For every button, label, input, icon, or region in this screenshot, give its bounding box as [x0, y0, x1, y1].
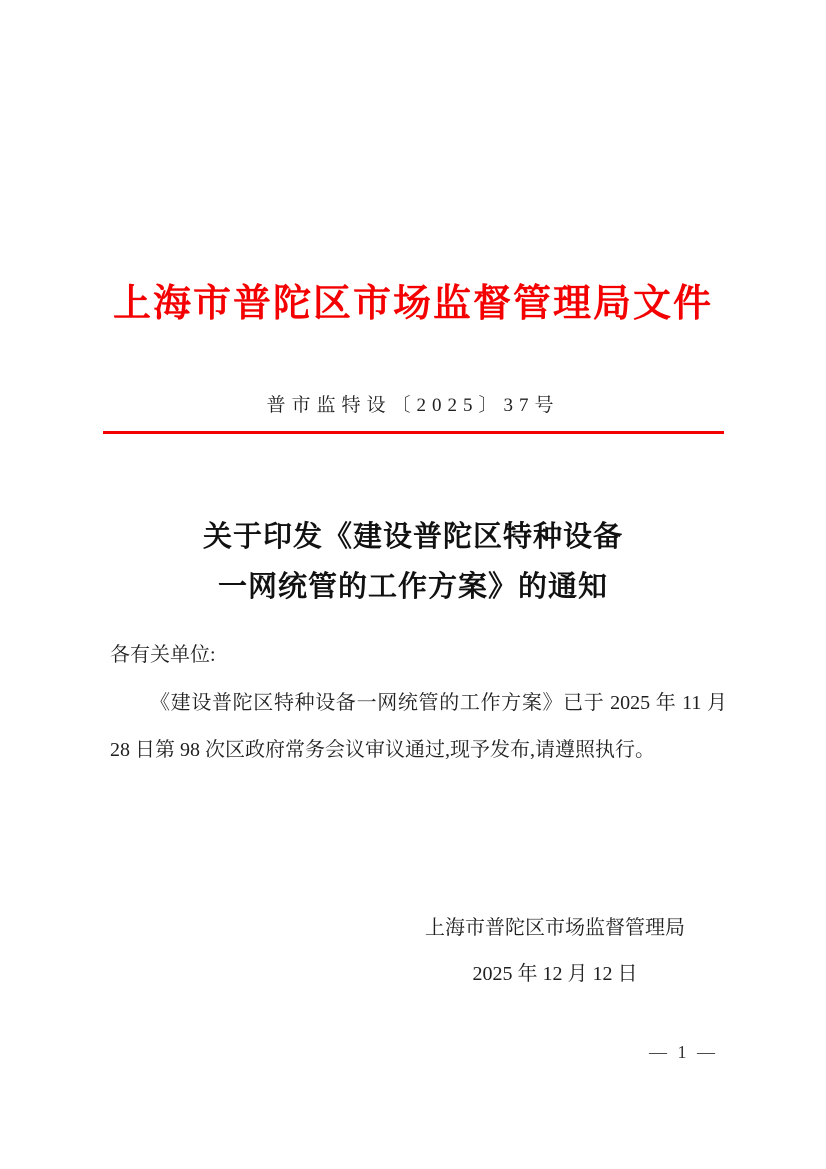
notice-title-line-2: 一网统管的工作方案》的通知	[217, 571, 608, 603]
document-header-title: 上海市普陀区市场监督管理局文件	[112, 283, 713, 325]
body-paragraph: 《建设普陀区特种设备一网统管的工作方案》已于 2025 年 11 月 28 日第 98 次区政府常务会议审议通过,现予发布,请遵照执行。	[110, 691, 727, 761]
document-number: 普市监特设〔2025〕37号	[266, 395, 560, 416]
red-divider-rule	[103, 431, 724, 434]
salutation: 各有关单位:	[110, 644, 216, 666]
signature-block	[405, 905, 705, 997]
notice-title-line-1: 关于印发《建设普陀区特种设备	[202, 521, 623, 553]
page-number: — 1 —	[649, 1042, 718, 1062]
notice-title	[0, 512, 826, 612]
issue-date: 2025 年 12 月 12 日	[472, 963, 638, 985]
notice-body	[110, 632, 727, 775]
issuer-name: 上海市普陀区市场监督管理局	[425, 917, 685, 939]
